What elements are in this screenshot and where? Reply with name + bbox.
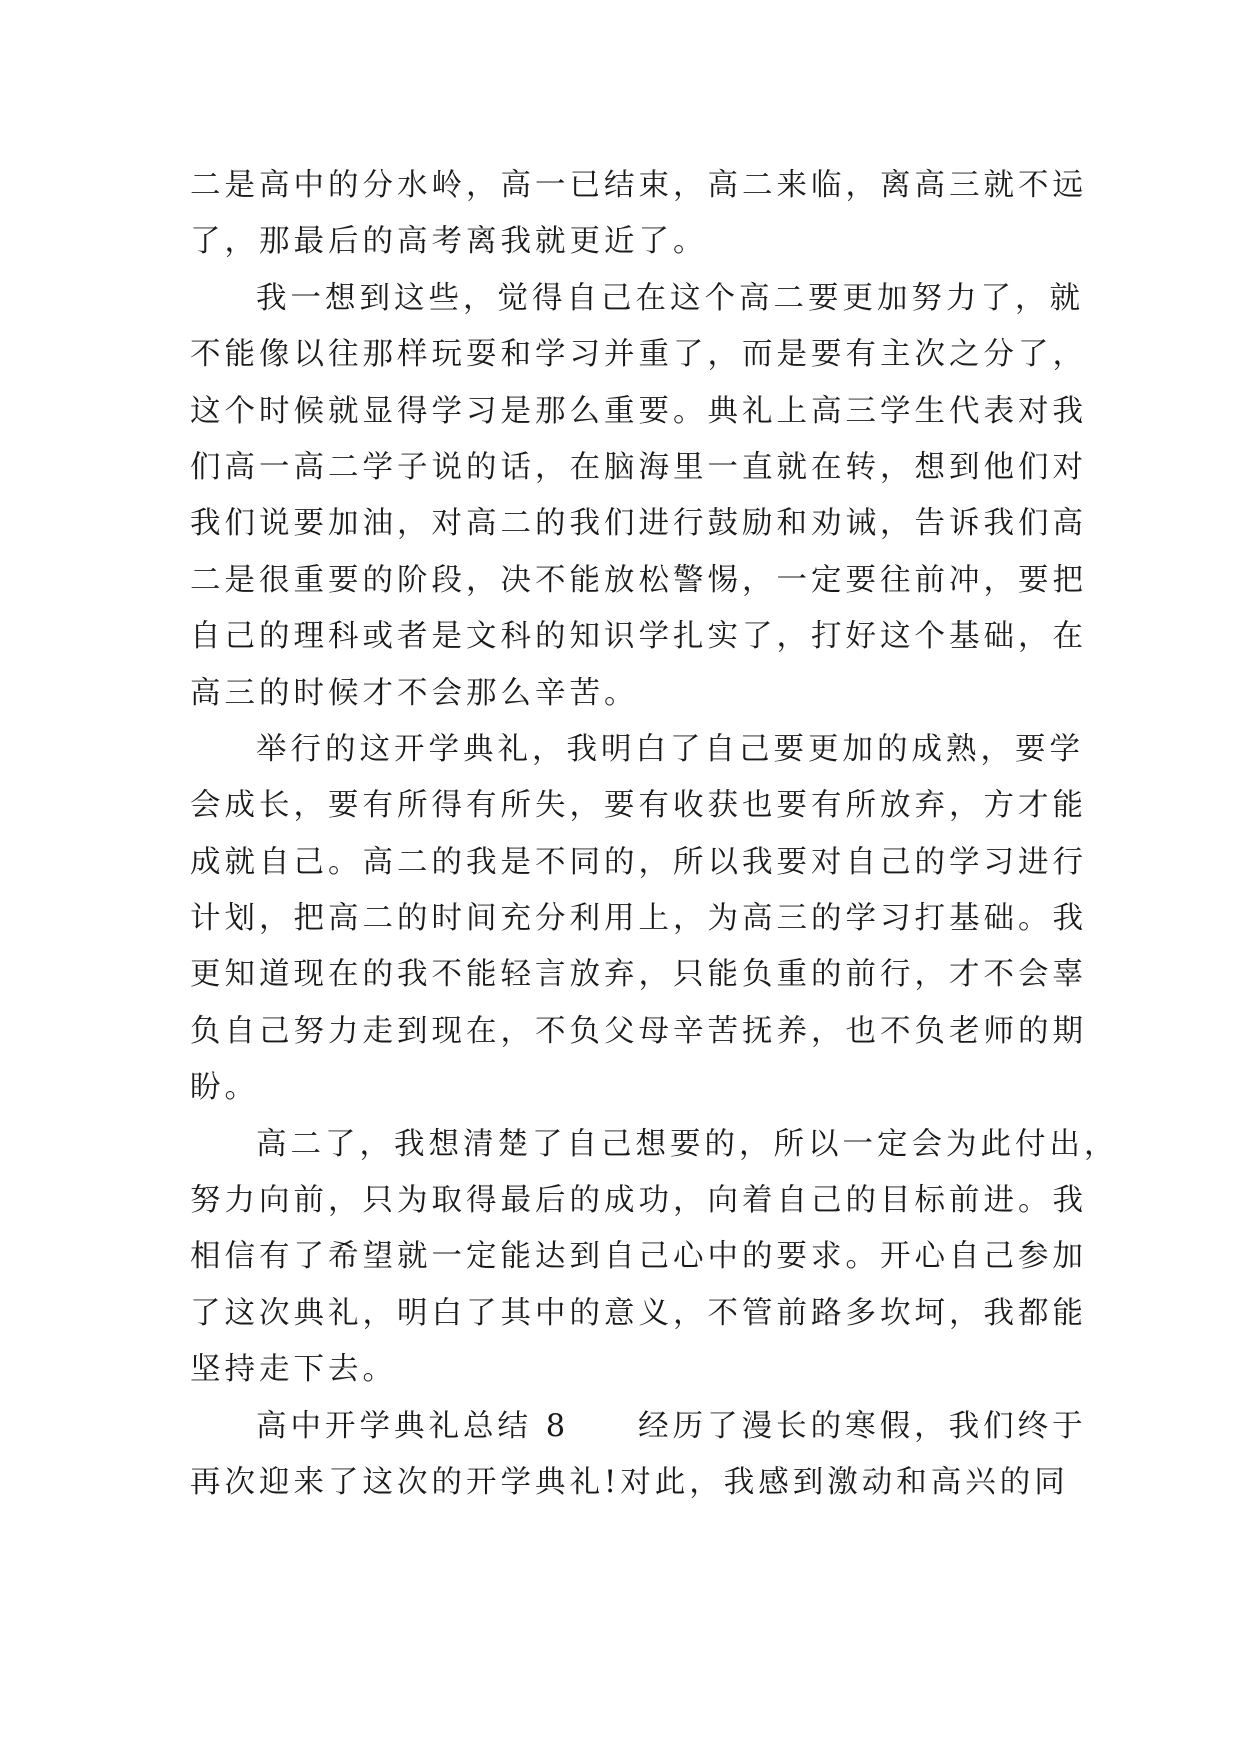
text-line: 自己的理科或者是文科的知识学扎实了，打好这个基础，在	[190, 619, 1087, 655]
text-line: 盼。	[190, 1070, 259, 1106]
text-line: 负自己努力走到现在，不负父母辛苦抚养，也不负老师的期	[190, 1013, 1087, 1049]
paragraph-start-line: 我一想到这些，觉得自己在这个高二要更加努力了，就	[256, 280, 1084, 316]
paragraph-start-line: 高二了，我想清楚了自己想要的，所以一定会为此付出，	[256, 1126, 1119, 1162]
text-line: 会成长，要有所得有所失，要有收获也要有所放弃，方才能	[190, 788, 1087, 824]
text-line: 努力向前，只为取得最后的成功，向着自己的目标前进。我	[190, 1183, 1087, 1219]
text-line: 计划，把高二的时间充分利用上，为高三的学习打基础。我	[190, 901, 1087, 937]
text-line: 二是高中的分水岭，高一已结束，高二来临，离高三就不远	[190, 168, 1087, 203]
text-line: 二是很重要的阶段，决不能放松警惕，一定要往前冲，要把	[190, 562, 1087, 598]
text-line: 再次迎来了这次的开学典礼!对此，我感到激动和高兴的同	[190, 1464, 1069, 1500]
text-line: 更知道现在的我不能轻言放弃，只能负重的前行，才不会辜	[190, 957, 1087, 993]
paragraph-start-line: 举行的这开学典礼，我明白了自己要更加的成熟，要学	[256, 731, 1084, 767]
text-line: 了这次典礼，明白了其中的意义，不管前路多坎坷，我都能	[190, 1295, 1087, 1331]
text-line: 们高一高二学子说的话，在脑海里一直就在转，想到他们对	[190, 449, 1087, 485]
text-line: 不能像以往那样玩耍和学习并重了，而是要有主次之分了，	[190, 337, 1087, 373]
text-line: 了，那最后的高考离我就更近了。	[190, 224, 708, 260]
text-line: 相信有了希望就一定能达到自己心中的要求。开心自己参加	[190, 1239, 1087, 1275]
text-line: 这个时候就显得学习是那么重要。典礼上高三学生代表对我	[190, 393, 1087, 429]
text-line: 成就自己。高二的我是不同的，所以我要对自己的学习进行	[190, 844, 1087, 880]
text-line: 坚持走下去。	[190, 1352, 397, 1388]
text-line: 高三的时候才不会那么辛苦。	[190, 675, 639, 711]
paragraph-start-line: 高中开学典礼总结 8 经历了漫长的寒假，我们终于	[256, 1408, 1087, 1444]
document-body	[190, 158, 1119, 1511]
text-line: 我们说要加油，对高二的我们进行鼓励和劝诫，告诉我们高	[190, 506, 1087, 542]
